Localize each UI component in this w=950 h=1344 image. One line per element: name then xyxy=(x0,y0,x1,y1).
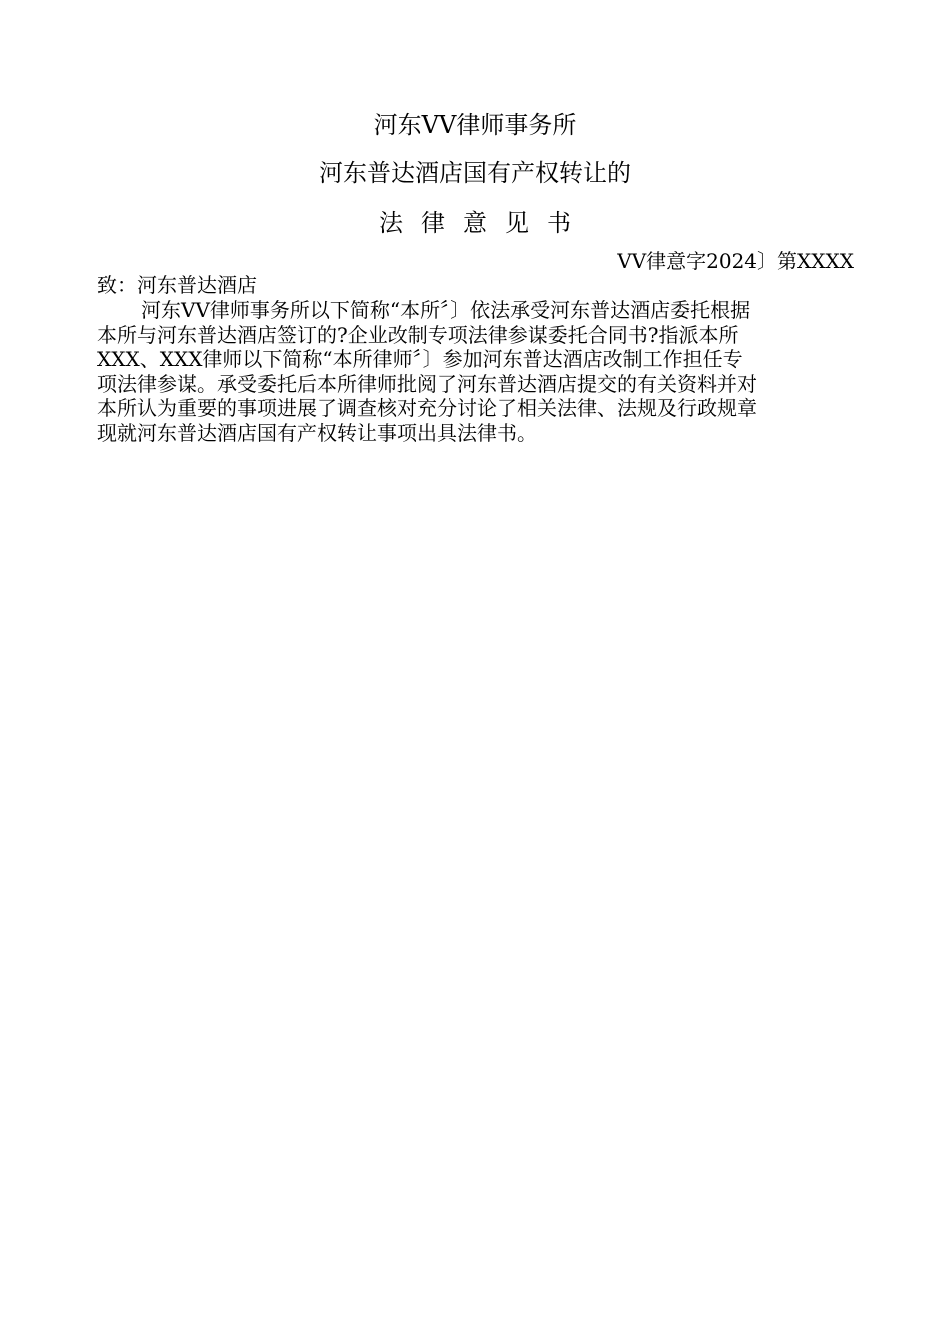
body-line: 河东VV律师事务所以下简称“本所〞〕依法承受河东普达酒店委托根据 xyxy=(141,298,751,322)
document-type-title: 法律意见书 xyxy=(379,209,589,237)
body-line: 本所与河东普达酒店签订的?企业改制专项法律参谋委托合同书?指派本所 xyxy=(97,322,739,347)
firm-name-title: 河东VV律师事务所 xyxy=(373,111,577,139)
body-line: 现就河东普达酒店国有产权转让事项出具法律书。 xyxy=(97,420,537,445)
document-subject: 河东普达酒店国有产权转让的 xyxy=(319,159,631,187)
body-paragraph xyxy=(97,298,857,446)
body-line: 项法律参谋。承受委托后本所律师批阅了河东普达酒店提交的有关资料并对 xyxy=(97,371,757,396)
body-line: XXX、XXX律师以下简称“本所律师〞〕参加河东普达酒店改制工作担任专 xyxy=(97,347,743,372)
reference-number: VV律意字2024〕第XXXX xyxy=(617,249,854,273)
body-line: 本所认为重要的事项进展了调查核对充分讨论了相关法律、法规及行政规章 xyxy=(97,396,757,421)
salutation: 致：河东普达酒店 xyxy=(97,273,257,297)
